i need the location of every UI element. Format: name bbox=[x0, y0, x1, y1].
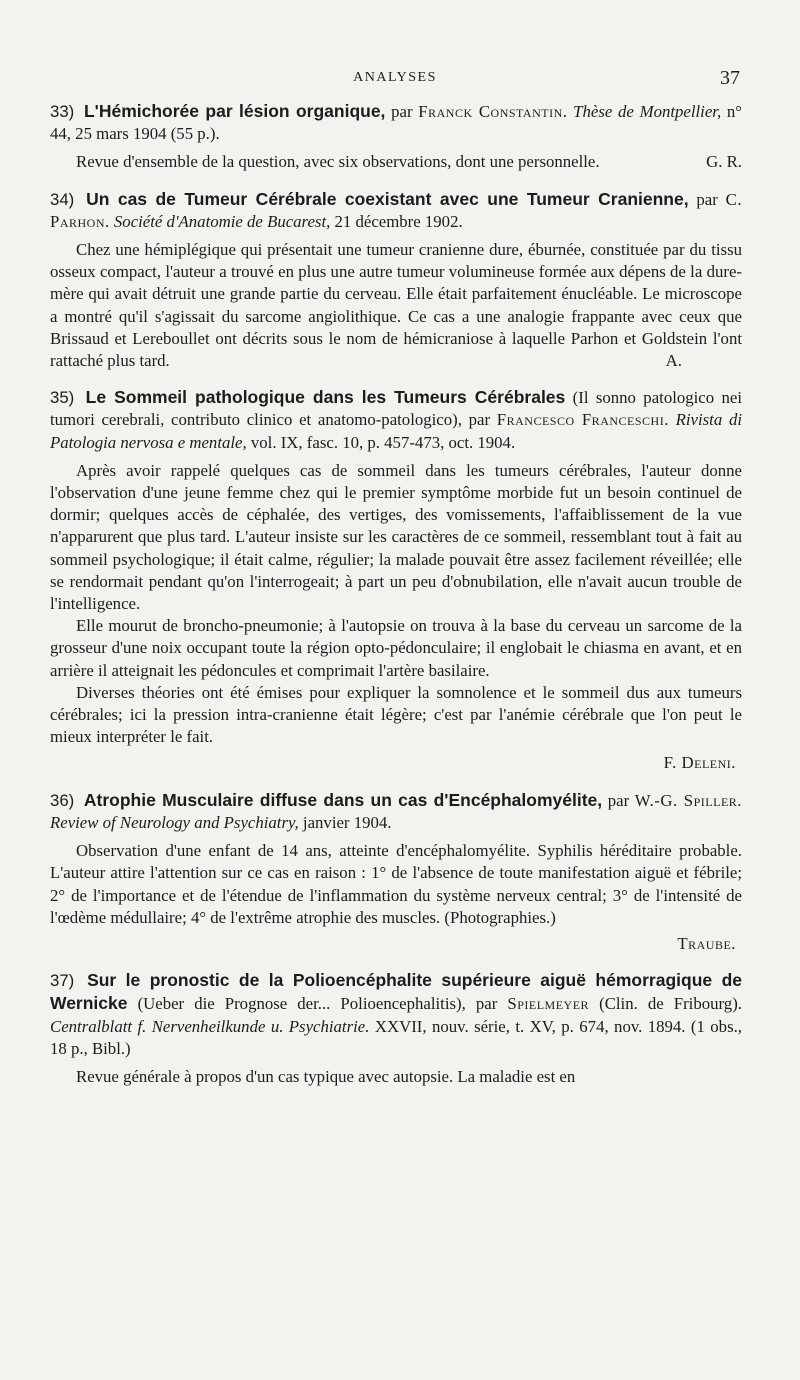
entry-subtitle: (Il sonno patologico nei tumori cerebrali, contributo clinico et anatomo-patologico), bbox=[50, 388, 743, 430]
entry-body-paragraph: Diverses théories ont été émises pour expliquer la somnolence et le sommeil dus aux tumeurs cérébrales; ici la pression intra-cranienne était légère; c'est par l'anémie cérébrale que l'on peut le mieux interpréter le fait. bbox=[50, 682, 742, 747]
abstract-entry-34 bbox=[50, 188, 742, 373]
entry-author: Franck Constantin. bbox=[418, 102, 568, 121]
entry-by: par bbox=[607, 790, 630, 810]
entry-source-details: vol. IX, fasc. 10, p. 457-473, oct. 1904. bbox=[250, 432, 516, 452]
entry-number: 37) bbox=[50, 971, 75, 991]
entry-by: par bbox=[391, 102, 413, 121]
entry-heading bbox=[50, 789, 742, 834]
entry-source-details: XXVII, nouv. série, t. XV, p. 674, nov. 1894. (1 obs., 18 p., Bibl.) bbox=[50, 1016, 742, 1058]
entry-body-paragraph: Elle mourut de broncho-pneumonie; à l'autopsie on trouva à la base du cerveau un sarcome de la grosseur d'une noix occupant toute la région opto-pédonculaire; il englobait le chiasma en avant, et en arrière il atteignait les pédoncules et comprimait l'artère basilaire. bbox=[50, 616, 742, 680]
entry-signature: G. R. bbox=[706, 152, 742, 172]
entry-title: Le Sommeil pathologique dans les Tumeurs Cérébrales bbox=[85, 387, 566, 408]
entry-body-paragraph: Observation d'une enfant de 14 ans, atteinte d'encéphalomyélite. Syphilis héréditaire probable. L'auteur attire l'attention sur ce cas en raison : 1° de l'absence de toute manifestation aiguë et fébrile; 2° de l'importance et de l'étendue de l'inflammation du système nerveux central; 3° de l'intensité de l'œdème médullaire; 4° de l'extrême atrophie des muscles. (Photographies.) bbox=[50, 841, 742, 927]
entry-signature: F. Deleni. bbox=[663, 753, 736, 773]
entry-title: Sur le pronostic de la Polioencéphalite supérieure aiguë hémorragique de Wernicke bbox=[50, 970, 742, 1014]
entry-source: Rivista di Patologia nervosa e mentale, bbox=[50, 410, 742, 452]
entry-body-paragraph bbox=[50, 239, 742, 372]
entry-by: par bbox=[696, 189, 718, 209]
entry-heading bbox=[50, 386, 742, 454]
entry-body-paragraph bbox=[50, 151, 742, 173]
paragraph-text: Revue d'ensemble de la question, avec six observations, dont une personnelle. bbox=[76, 152, 600, 172]
entry-source-details: n° 44, 25 mars 1904 (55 p.). bbox=[50, 102, 742, 144]
entry-heading bbox=[50, 100, 742, 145]
entry-signature: Traube. bbox=[677, 933, 736, 953]
entry-source-details: 21 décembre 1902. bbox=[334, 211, 463, 231]
entry-source: Centralblatt f. Nervenheilkunde u. Psychiatrie. bbox=[50, 1016, 370, 1036]
abstract-entry-37 bbox=[50, 969, 742, 1088]
abstract-entry-36 bbox=[50, 789, 742, 955]
entry-author: W.-G. Spiller. bbox=[634, 790, 742, 810]
entry-author: C. Parhon. bbox=[50, 189, 743, 231]
entry-number: 34) bbox=[50, 189, 75, 209]
entry-title: L'Hémichorée par lésion organique, bbox=[83, 101, 386, 121]
entry-number: 35) bbox=[50, 388, 75, 408]
entry-source: Thèse de Montpellier, bbox=[573, 102, 722, 121]
entry-number: 33) bbox=[50, 102, 75, 121]
entry-title: Atrophie Musculaire diffuse dans un cas d'Encéphalomyélite, bbox=[83, 789, 603, 810]
entry-source-details: janvier 1904. bbox=[302, 812, 392, 832]
entry-source: Review of Neurology and Psychiatry, bbox=[50, 812, 299, 832]
page-header bbox=[50, 67, 740, 94]
entry-by: par bbox=[475, 994, 498, 1014]
entry-title: Un cas de Tumeur Cérébrale coexistant avec une Tumeur Cranienne, bbox=[86, 188, 689, 209]
entry-subtitle: (Ueber die Prognose der... Polioencephalitis), bbox=[137, 994, 466, 1014]
paragraph-text: Chez une hémiplégique qui présentait une tumeur cranienne dure, éburnée, constituée par du tissu osseux compact, l'auteur a trouvé en plus une autre tumeur volumineuse formée aux dépens de la dure-mère qui avait détruit une grande partie du cerveau. Elle était parfaitement énucléable. Le microscope a montré qu'il s'agissait du sarcome angiolithique. Ce cas a une analogie frappante avec ceux que Brissaud et Lereboullet ont décrits sous le nom de hémicraniose à laquelle Parhon et Goldstein l'ont rattaché plus tard. bbox=[50, 240, 742, 371]
entry-author: Francesco Franceschi. bbox=[496, 410, 669, 430]
abstract-entry-35 bbox=[50, 386, 742, 774]
abstract-entry-33 bbox=[50, 100, 742, 174]
entry-number: 36) bbox=[50, 790, 75, 810]
entry-source-prefix: (Clin. de Fribourg). bbox=[599, 994, 742, 1014]
page-number: 37 bbox=[720, 67, 740, 89]
entry-heading bbox=[50, 969, 742, 1060]
entry-heading bbox=[50, 188, 742, 233]
entry-signature: A. bbox=[665, 351, 682, 371]
entry-by: par bbox=[468, 410, 491, 430]
entry-source: Société d'Anatomie de Bucarest, bbox=[113, 211, 331, 231]
entry-body-paragraph: Revue générale à propos d'un cas typique avec autopsie. La maladie est en bbox=[76, 1066, 576, 1086]
page-content bbox=[50, 100, 742, 1102]
entry-author: Spielmeyer bbox=[507, 994, 590, 1014]
running-title: ANALYSES bbox=[353, 70, 437, 85]
entry-body-paragraph: Après avoir rappelé quelques cas de sommeil dans les tumeurs cérébrales, l'auteur donne l'observation d'une jeune femme chez qui le premier symptôme morbide fut un besoin continuel de dormir; quelques accès de céphalée, des vertiges, des vomissements, l'affaiblissement de la vue n'apparurent que plus tard. L'auteur insiste sur les caractères de ce sommeil, ressemblant tout à fait au sommeil psychologique; il était calme, régulier; la malade pouvait être assez facilement réveillée; elle se rendormait pendant qu'on l'interrogeait; à part un peu d'obnubilation, elle n'avait aucun trouble de l'intelligence. bbox=[50, 460, 742, 614]
